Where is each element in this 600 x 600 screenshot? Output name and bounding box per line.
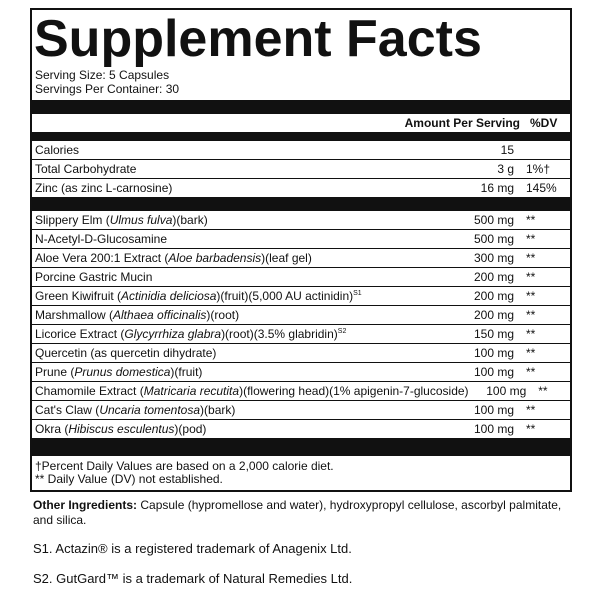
ingredient-latin-name: Althaea officinalis <box>113 308 207 322</box>
ingredient-name-prefix: Licorice Extract ( <box>35 327 125 341</box>
ingredient-dv: ** <box>538 384 548 398</box>
ingredient-amount: 200 mg <box>473 308 514 322</box>
ingredient-name-prefix: Okra ( <box>35 422 69 436</box>
ingredient-name-suffix: )(root) <box>206 308 240 322</box>
ingredient-name <box>35 382 469 400</box>
ingredient-name-suffix: )(pod) <box>174 422 207 436</box>
ingredient-amount: 150 mg <box>473 327 514 341</box>
ingredient-dv: ** <box>526 308 536 322</box>
ingredient-amount: 200 mg <box>473 289 514 303</box>
ingredient-dv: ** <box>526 270 536 284</box>
ingredient-name-suffix: )(fruit) <box>170 365 203 379</box>
ingredient-dv: ** <box>526 403 536 417</box>
ingredient-name <box>35 287 434 305</box>
nutrient-amount: 3 g <box>497 162 514 176</box>
ingredient-name-suffix: )(bark) <box>200 403 236 417</box>
nutrient-amount: 15 <box>500 143 514 157</box>
ingredient-name-prefix: Slippery Elm ( <box>35 213 110 227</box>
ingredient-name <box>35 268 434 286</box>
ingredient-amount: 100 mg <box>473 365 514 379</box>
serving-size: Serving Size: 5 Capsules <box>35 68 170 82</box>
divider-bar <box>32 132 570 141</box>
nutrient-row <box>32 178 570 197</box>
ingredient-name-prefix: Cat's Claw ( <box>35 403 100 417</box>
nutrient-list <box>32 141 570 197</box>
ingredient-latin-name: Aloe barbadensis <box>168 251 262 265</box>
ingredient-name-suffix: )(root)(3.5% glabridin) <box>221 327 338 341</box>
trademark-note-s2: S2. GutGard™ is a trademark of Natural Remedies Ltd. <box>33 571 353 586</box>
ingredient-dv: ** <box>526 289 536 303</box>
ingredient-name-suffix: )(flowering head)(1% apigenin-7-glucoside) <box>239 384 469 398</box>
ingredient-latin-name: Actinidia deliciosa <box>121 289 217 303</box>
ingredient-name-prefix: Porcine Gastric Mucin <box>35 270 153 284</box>
ingredient-name <box>35 401 434 419</box>
servings-per-container: Servings Per Container: 30 <box>35 82 180 96</box>
ingredient-row <box>32 419 570 438</box>
ingredient-name <box>35 306 434 324</box>
ingredient-row <box>32 305 570 324</box>
ingredient-name <box>35 211 434 229</box>
ingredient-amount: 500 mg <box>473 232 514 246</box>
other-ingredients-text: Capsule (hypromellose and water), hydroxypropyl cellulose, ascorbyl palmitate, and silica. <box>33 498 562 527</box>
ingredient-row <box>32 211 570 229</box>
ingredient-dv: ** <box>526 422 536 436</box>
ingredient-latin-name: Uncaria tomentosa <box>99 403 201 417</box>
nutrient-name: Zinc (as zinc L-carnosine) <box>35 181 173 195</box>
nutrient-name: Calories <box>35 143 80 157</box>
ingredient-row <box>32 229 570 248</box>
ingredient-row <box>32 381 570 400</box>
ingredient-list <box>32 211 570 438</box>
ingredient-name-suffix: )(leaf gel) <box>261 251 312 265</box>
ingredient-name <box>35 363 434 381</box>
divider-bar <box>32 438 570 456</box>
other-ingredients-label: Other Ingredients: <box>33 498 138 512</box>
ingredient-name <box>35 344 434 362</box>
ingredient-amount: 100 mg <box>486 384 527 398</box>
ingredient-latin-name: Glycyrrhiza glabra <box>124 327 222 341</box>
ingredient-row <box>32 362 570 381</box>
ingredient-name <box>35 325 434 343</box>
nutrient-name: Total Carbohydrate <box>35 162 137 176</box>
ingredient-name-prefix: N-Acetyl-D-Glucosamine <box>35 232 168 246</box>
divider-bar <box>32 100 570 114</box>
ingredient-amount: 100 mg <box>473 346 514 360</box>
nutrient-dv: 1%† <box>526 162 551 176</box>
ingredient-name-prefix: Green Kiwifruit ( <box>35 289 122 303</box>
divider-bar <box>32 197 570 211</box>
dv-header: %DV <box>530 116 558 130</box>
ingredient-amount: 100 mg <box>473 403 514 417</box>
ingredient-dv: ** <box>526 232 536 246</box>
nutrient-amount: 16 mg <box>480 181 514 195</box>
ingredient-name <box>35 230 434 248</box>
ingredient-name-prefix: Aloe Vera 200:1 Extract ( <box>35 251 169 265</box>
ingredient-row <box>32 286 570 305</box>
ingredient-row <box>32 324 570 343</box>
ingredient-row <box>32 248 570 267</box>
ingredient-footnote-mark: S2 <box>337 328 347 335</box>
ingredient-name-suffix: )(fruit)(5,000 AU actinidin) <box>216 289 354 303</box>
ingredient-name-prefix: Chamomile Extract ( <box>35 384 144 398</box>
ingredient-row <box>32 343 570 362</box>
not-established-footnote: ** Daily Value (DV) not established. <box>35 472 223 486</box>
ingredient-amount: 200 mg <box>473 270 514 284</box>
nutrient-dv <box>522 141 570 159</box>
ingredient-latin-name: Prunus domestica <box>74 365 171 379</box>
trademark-note-s1: S1. Actazin® is a registered trademark of Anagenix Ltd. <box>33 541 352 556</box>
ingredient-name-suffix: )(bark) <box>172 213 208 227</box>
ingredient-name-prefix: Marshmallow ( <box>35 308 114 322</box>
ingredient-dv: ** <box>526 213 536 227</box>
ingredient-latin-name: Matricaria recutita <box>143 384 240 398</box>
ingredient-row <box>32 267 570 286</box>
ingredient-dv: ** <box>526 365 536 379</box>
ingredient-row <box>32 400 570 419</box>
ingredient-name-prefix: Quercetin (as quercetin dihydrate) <box>35 346 217 360</box>
ingredient-amount: 500 mg <box>473 213 514 227</box>
column-header <box>32 114 570 132</box>
ingredient-name <box>35 249 434 267</box>
dv-footnote: †Percent Daily Values are based on a 2,000 calorie diet. <box>35 459 334 473</box>
nutrient-dv: 145% <box>526 181 557 195</box>
ingredient-footnote-mark: S1 <box>353 290 362 297</box>
ingredient-latin-name: Ulmus fulva <box>109 213 173 227</box>
amount-header: Amount Per Serving <box>404 116 520 130</box>
panel-title: Supplement Facts <box>34 10 482 68</box>
ingredient-amount: 300 mg <box>473 251 514 265</box>
ingredient-dv: ** <box>526 346 536 360</box>
ingredient-dv: ** <box>526 327 536 341</box>
nutrient-row <box>32 141 570 159</box>
ingredient-name <box>35 420 434 438</box>
other-ingredients <box>33 498 563 528</box>
footnotes <box>32 456 570 490</box>
ingredient-amount: 100 mg <box>473 422 514 436</box>
ingredient-dv: ** <box>526 251 536 265</box>
supplement-facts-panel <box>30 8 572 492</box>
ingredient-name-prefix: Prune ( <box>35 365 75 379</box>
nutrient-row <box>32 159 570 178</box>
ingredient-latin-name: Hibiscus esculentus <box>68 422 175 436</box>
